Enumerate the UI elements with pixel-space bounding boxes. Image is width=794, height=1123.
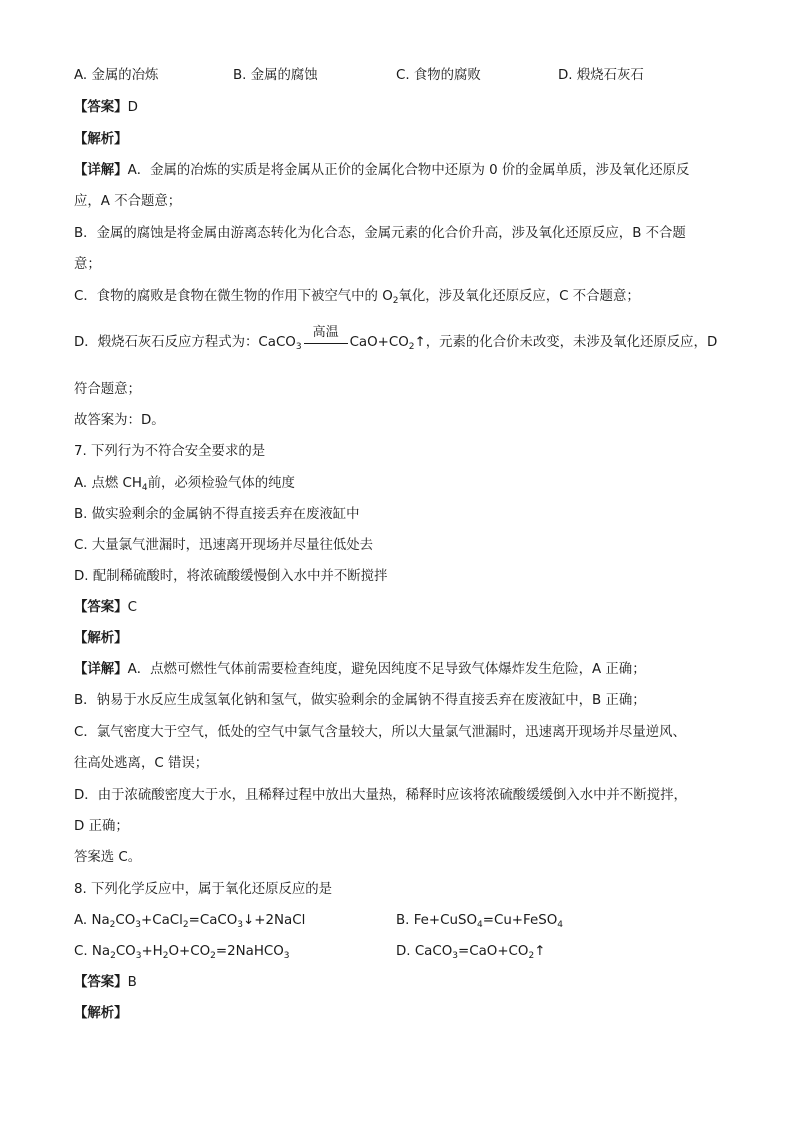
q7-detail-a bbox=[74, 661, 646, 679]
q7-detail-d-line1: D．由于浓硫酸密度大于水，且稀释过程中放出大量热，稀释时应该将浓硫酸缓缓倒入水中并不断搅拌， bbox=[74, 788, 687, 803]
q7-option-c: C. 大量氯气泄漏时，迅速离开现场并尽量往低处去 bbox=[74, 538, 374, 553]
q8-option-b bbox=[396, 912, 563, 930]
subscript: 2 bbox=[528, 951, 535, 961]
answer-tag: 【答案】 bbox=[74, 975, 128, 990]
q6-analysis-tag: 【解析】 bbox=[74, 132, 128, 147]
q6-detail-b-line1: B．金属的腐蚀是将金属由游离态转化为化合态，金属元素的化合价升高，涉及氧化还原反应，B 不合题 bbox=[74, 226, 686, 241]
subscript: 2 bbox=[182, 920, 189, 930]
text: O+CO bbox=[168, 944, 211, 959]
q8-option-d bbox=[396, 943, 545, 961]
subscript: 4 bbox=[477, 920, 483, 930]
text: C．食物的腐败是食物在微生物的作用下被空气中的 O bbox=[74, 289, 393, 304]
text: =CaO+CO bbox=[458, 944, 529, 959]
q7-detail-b: B．钠易于水反应生成氢氧化钠和氢气，做实验剩余的金属钠不得直接丢弃在废液缸中，B 正确； bbox=[74, 693, 646, 708]
subscript: 3 bbox=[135, 951, 142, 961]
text: +H bbox=[141, 944, 163, 959]
detail-text: A．点燃可燃性气体前需要检查纯度，避免因纯度不足导致气体爆炸发生危险，A 正确； bbox=[127, 662, 646, 677]
q7-stem: 7. 下列行为不符合安全要求的是 bbox=[74, 444, 266, 459]
q6-option-d: D. 煅烧石灰石 bbox=[558, 68, 644, 83]
subscript: 2 bbox=[110, 951, 116, 961]
reaction-condition bbox=[304, 325, 348, 352]
condition-bar bbox=[304, 343, 348, 344]
text: C. Na bbox=[74, 944, 111, 959]
q8-answer bbox=[74, 974, 137, 992]
subscript: 3 bbox=[452, 951, 459, 961]
text: ↑，元素的化合价未改变，未涉及氧化还原反应，D bbox=[414, 335, 718, 350]
text: B. Fe+CuSO bbox=[396, 913, 478, 928]
text: 氧化，涉及氧化还原反应，C 不合题意； bbox=[398, 289, 640, 304]
q6-option-a: A. 金属的冶炼 bbox=[74, 68, 159, 83]
answer-value: B bbox=[127, 975, 137, 990]
q6-detail-c bbox=[74, 288, 640, 306]
subscript: 4 bbox=[141, 483, 148, 493]
text: ↑ bbox=[534, 944, 546, 959]
text: ↓+2NaCl bbox=[243, 913, 306, 928]
text: 前，必须检验气体的纯度 bbox=[147, 476, 295, 491]
detail-tag: 【详解】 bbox=[74, 163, 128, 178]
subscript: 2 bbox=[392, 296, 399, 306]
subscript: 3 bbox=[135, 920, 142, 930]
q7-answer bbox=[74, 599, 137, 617]
condition-label: 高温 bbox=[312, 325, 339, 340]
q6-detail-d-line1 bbox=[74, 325, 718, 352]
q7-option-b: B. 做实验剩余的金属钠不得直接丢弃在废液缸中 bbox=[74, 507, 360, 522]
text: =Cu+FeSO bbox=[482, 913, 558, 928]
subscript: 4 bbox=[557, 920, 564, 930]
q7-conclusion: 答案选 C。 bbox=[74, 850, 142, 865]
q6-detail-a-line2: 应，A 不合题意； bbox=[74, 194, 182, 209]
q6-option-c: C. 食物的腐败 bbox=[396, 68, 481, 83]
subscript: 2 bbox=[408, 342, 415, 352]
answer-value: C bbox=[127, 600, 137, 615]
subscript: 3 bbox=[295, 342, 302, 352]
q6-detail-b-line2: 意； bbox=[74, 257, 101, 272]
q6-detail-d-line2: 符合题意； bbox=[74, 382, 141, 397]
q6-conclusion: 故答案为：D。 bbox=[74, 413, 165, 428]
text: D. CaCO bbox=[396, 944, 453, 959]
subscript: 3 bbox=[283, 951, 290, 961]
subscript: 2 bbox=[109, 920, 116, 930]
subscript: 2 bbox=[162, 951, 169, 961]
answer-tag: 【答案】 bbox=[74, 100, 128, 115]
text: CO bbox=[115, 913, 136, 928]
text: CO bbox=[115, 944, 136, 959]
q7-detail-d-line2: D 正确； bbox=[74, 819, 129, 834]
q7-option-a bbox=[74, 475, 295, 493]
answer-tag: 【答案】 bbox=[74, 600, 128, 615]
q8-option-a bbox=[74, 912, 305, 930]
q6-detail-a-line1 bbox=[74, 162, 689, 180]
q6-option-b: B. 金属的腐蚀 bbox=[233, 68, 318, 83]
q8-option-c bbox=[74, 943, 290, 961]
text: CaO+CO bbox=[349, 335, 409, 350]
text: =CaCO bbox=[188, 913, 238, 928]
text: =2NaHCO bbox=[215, 944, 284, 959]
text: A. Na bbox=[74, 913, 110, 928]
q7-detail-c-line1: C．氯气密度大于空气，低处的空气中氯气含量较大，所以大量氯气泄漏时，迅速离开现场并尽量逆风、 bbox=[74, 725, 686, 740]
q7-option-d: D. 配制稀硫酸时，将浓硫酸缓慢倒入水中并不断搅拌 bbox=[74, 569, 388, 584]
detail-text: A．金属的冶炼的实质是将金属从正价的金属化合物中还原为 0 价的金属单质，涉及氧化还原反 bbox=[127, 163, 690, 178]
text: D．煅烧石灰石反应方程式为：CaCO bbox=[74, 335, 296, 350]
subscript: 3 bbox=[237, 920, 244, 930]
q7-analysis-tag: 【解析】 bbox=[74, 631, 128, 646]
q7-detail-c-line2: 往高处逃离，C 错误； bbox=[74, 756, 209, 771]
q6-answer bbox=[74, 99, 138, 117]
subscript: 2 bbox=[210, 951, 216, 961]
text: +CaCl bbox=[141, 913, 183, 928]
detail-tag: 【详解】 bbox=[74, 662, 128, 677]
q8-stem: 8. 下列化学反应中，属于氧化还原反应的是 bbox=[74, 882, 333, 897]
text: A. 点燃 CH bbox=[74, 476, 142, 491]
q8-analysis-tag: 【解析】 bbox=[74, 1006, 128, 1021]
answer-value: D bbox=[127, 100, 138, 115]
